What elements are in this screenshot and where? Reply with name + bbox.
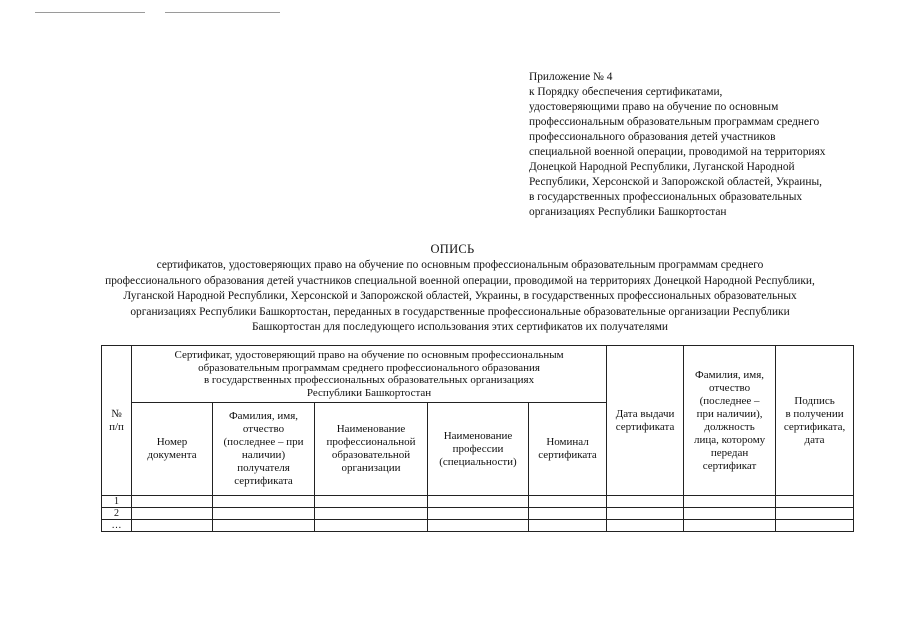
appendix-line: специальной военной операции, проводимой на территориях <box>529 146 826 158</box>
document-subtitle <box>60 258 860 336</box>
table-cell <box>132 520 213 532</box>
table-cell <box>315 508 428 520</box>
table-cell <box>529 496 607 508</box>
table-cell <box>607 496 684 508</box>
subtitle-line: Башкортостан для последующего использования этих сертификатов их получателями <box>251 321 669 333</box>
table-cell <box>607 508 684 520</box>
table-cell <box>213 520 315 532</box>
header-nominal: Номинал сертификата <box>529 403 607 496</box>
header-recipient-name: Фамилия, имя, отчество (последнее – при наличии) получателя сертификата <box>213 403 315 496</box>
appendix-line: удостоверяющими право на обучение по основным <box>529 101 779 113</box>
appendix-line: к Порядку обеспечения сертификатами, <box>529 86 723 98</box>
scan-artifact-line <box>165 12 280 13</box>
table-cell <box>684 496 776 508</box>
table-cell <box>315 520 428 532</box>
header-document-number: Номер документа <box>132 403 213 496</box>
table-row <box>102 508 854 520</box>
table-cell <box>428 520 529 532</box>
appendix-line: профессионального образования детей участников <box>529 131 776 143</box>
subtitle-line: Луганской Народной Республики, Херсонской и Запорожской областей, Украины, в государственных профессиональных образовательных <box>123 290 797 302</box>
inventory-table <box>101 345 854 532</box>
scan-artifact-line <box>35 12 145 13</box>
row-number: 2 <box>102 508 132 520</box>
appendix-line: организациях Республики Башкортостан <box>529 206 727 218</box>
appendix-line: Республики, Херсонской и Запорожской областей, Украины, <box>529 176 822 188</box>
table-cell <box>315 496 428 508</box>
header-signature: Подпись в получении сертификата, дата <box>776 346 854 496</box>
header-issue-date: Дата выдачи сертификата <box>607 346 684 496</box>
appendix-line: в государственных профессиональных образовательных <box>529 191 803 203</box>
table-cell <box>529 520 607 532</box>
table-cell <box>776 508 854 520</box>
appendix-block <box>529 70 859 220</box>
subtitle-line: сертификатов, удостоверяющих право на обучение по основным профессиональным образовательным программам среднего <box>156 259 764 271</box>
table-row <box>102 496 854 508</box>
appendix-line: Приложение № 4 <box>529 71 613 83</box>
table-cell <box>684 520 776 532</box>
header-organization: Наименование профессиональной образовательной организации <box>315 403 428 496</box>
table-cell <box>132 496 213 508</box>
appendix-line: Донецкой Народной Республики, Луганской Народной <box>529 161 795 173</box>
table-cell <box>132 508 213 520</box>
header-certificate-group: Сертификат, удостоверяющий право на обучение по основным профессиональным образовательным программам среднего профессионального образования в государственных профессиональных образовательных организациях Республики Башкортостан <box>132 346 607 403</box>
table-cell <box>776 496 854 508</box>
header-number: № п/п <box>102 346 132 496</box>
appendix-line: профессиональным образовательным программам среднего <box>529 116 820 128</box>
table-cell <box>684 508 776 520</box>
table-cell <box>213 508 315 520</box>
subtitle-line: организациях Республики Башкортостан, переданных в государственные профессиональные образовательные организации Республики <box>130 305 790 318</box>
row-number: … <box>102 520 132 532</box>
header-profession: Наименование профессии (специальности) <box>428 403 529 496</box>
table-cell <box>428 496 529 508</box>
header-official: Фамилия, имя, отчество (последнее – при наличии), должность лица, которому передан сертификат <box>684 346 776 496</box>
table-cell <box>776 520 854 532</box>
table-cell <box>607 520 684 532</box>
subtitle-line: профессионального образования детей участников специальной военной операции, проводимой на территориях Донецкой Народной Республики, <box>105 274 815 287</box>
row-number: 1 <box>102 496 132 508</box>
table-row <box>102 520 854 532</box>
table-cell <box>428 508 529 520</box>
table-cell <box>213 496 315 508</box>
document-title: ОПИСЬ <box>430 242 475 256</box>
table-cell <box>529 508 607 520</box>
